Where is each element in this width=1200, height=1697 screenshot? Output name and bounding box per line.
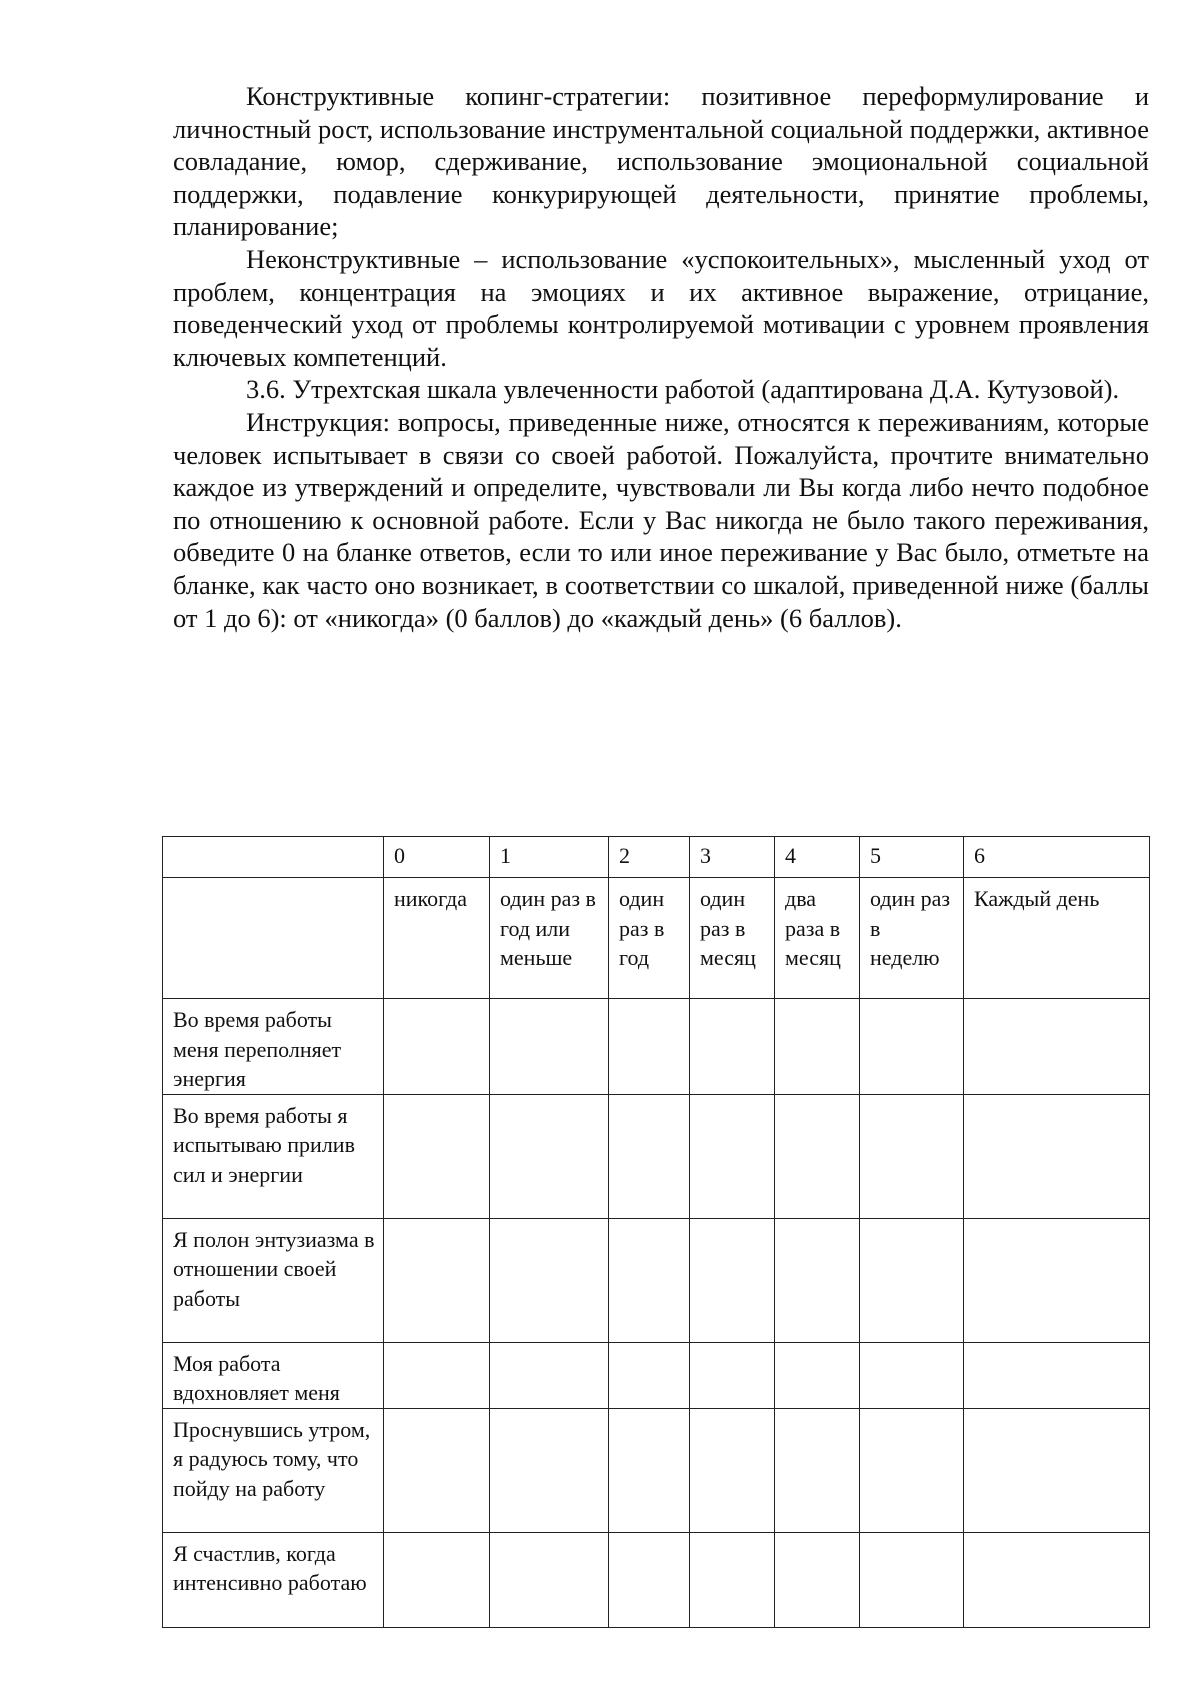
paragraph-nonconstructive-coping: Неконструктивные – использование «успокоительных», мысленный уход от проблем, концентрация на эмоциях и их активное выражение, отрицание, поведенческий уход от проблемы контролируемой мотивации с уровнем проявления ключевых компетенций. — [173, 243, 1149, 372]
answer-cell-3[interactable] — [690, 1342, 775, 1408]
paragraph-instruction: Инструкция: вопросы, приведенные ниже, относятся к переживаниям, которые человек испытывает в связи со своей работой. Пожалуйста, прочтите внимательно каждое из утверждений и определите, чувствовали ли Вы когда либо нечто подобное по отношению к основной работе. Если у Вас никогда не было такого переживания, обведите 0 на бланке ответов, если то или иное переживание у Вас было, отметьте на бланке, как часто оно возникает, в соответствии со шкалой, приведенной ниже (баллы от 1 до 6): от «никогда» (0 баллов) до «каждый день» (6 баллов). — [173, 406, 1149, 633]
frequency-label-1: один раз в год или меньше — [490, 878, 609, 999]
scale-cell-3: 3 — [690, 837, 775, 878]
answer-cell-3[interactable] — [690, 1094, 775, 1218]
header-corner-cell — [163, 837, 384, 878]
answer-cell-2[interactable] — [609, 1218, 690, 1342]
answer-cell-4[interactable] — [775, 1218, 860, 1342]
answer-cell-5[interactable] — [860, 1094, 964, 1218]
answer-cell-3[interactable] — [690, 999, 775, 1095]
scale-cell-2: 2 — [609, 837, 690, 878]
answer-cell-1[interactable] — [490, 999, 609, 1095]
frequency-label-0: никогда — [384, 878, 490, 999]
answer-cell-0[interactable] — [384, 1342, 490, 1408]
answer-cell-0[interactable] — [384, 1094, 490, 1218]
frequency-label-5: один раз в неделю — [860, 878, 964, 999]
answer-cell-2[interactable] — [609, 999, 690, 1095]
answer-cell-5[interactable] — [860, 1408, 964, 1532]
question-row — [163, 999, 1150, 1095]
question-row — [163, 1218, 1150, 1342]
answer-cell-2[interactable] — [609, 1532, 690, 1627]
answer-cell-1[interactable] — [490, 1218, 609, 1342]
answer-cell-2[interactable] — [609, 1408, 690, 1532]
answer-cell-0[interactable] — [384, 1218, 490, 1342]
answer-cell-5[interactable] — [860, 1342, 964, 1408]
answer-cell-5[interactable] — [860, 1532, 964, 1627]
body-text — [173, 80, 1149, 634]
answer-cell-4[interactable] — [775, 1532, 860, 1627]
frequency-label-2: один раз в год — [609, 878, 690, 999]
answer-cell-6[interactable] — [964, 1094, 1150, 1218]
frequency-corner-cell — [163, 878, 384, 999]
frequency-row — [163, 878, 1150, 999]
answer-cell-5[interactable] — [860, 999, 964, 1095]
frequency-label-6: Каждый день — [964, 878, 1150, 999]
question-text: Я полон энтузиазма в отношении своей работы — [163, 1218, 384, 1342]
scale-cell-6: 6 — [964, 837, 1150, 878]
answer-cell-1[interactable] — [490, 1408, 609, 1532]
question-text: Моя работа вдохновляет меня — [163, 1342, 384, 1408]
question-row — [163, 1342, 1150, 1408]
answer-cell-4[interactable] — [775, 1094, 860, 1218]
answer-cell-1[interactable] — [490, 1342, 609, 1408]
frequency-label-3: один раз в месяц — [690, 878, 775, 999]
answer-cell-0[interactable] — [384, 999, 490, 1095]
answer-cell-3[interactable] — [690, 1218, 775, 1342]
answer-cell-2[interactable] — [609, 1094, 690, 1218]
answer-cell-6[interactable] — [964, 1532, 1150, 1627]
scale-cell-5: 5 — [860, 837, 964, 878]
answer-form-table — [162, 836, 1150, 1628]
answer-cell-4[interactable] — [775, 1408, 860, 1532]
answer-cell-6[interactable] — [964, 1218, 1150, 1342]
question-text: Проснувшись утром, я радуюсь тому, что пойду на работу — [163, 1408, 384, 1532]
answer-cell-0[interactable] — [384, 1408, 490, 1532]
answer-cell-1[interactable] — [490, 1532, 609, 1627]
scale-cell-1: 1 — [490, 837, 609, 878]
question-text: Во время работы меня переполняет энергия — [163, 999, 384, 1095]
answer-cell-1[interactable] — [490, 1094, 609, 1218]
question-text: Я счастлив, когда интенсивно работаю — [163, 1532, 384, 1627]
scale-cell-0: 0 — [384, 837, 490, 878]
question-text: Во время работы я испытываю прилив сил и энергии — [163, 1094, 384, 1218]
answer-cell-6[interactable] — [964, 1342, 1150, 1408]
answer-cell-4[interactable] — [775, 999, 860, 1095]
scale-cell-4: 4 — [775, 837, 860, 878]
scale-row — [163, 837, 1150, 878]
answer-cell-0[interactable] — [384, 1532, 490, 1627]
answer-cell-6[interactable] — [964, 999, 1150, 1095]
frequency-label-4: два раза в месяц — [775, 878, 860, 999]
section-heading-utrecht-scale: 3.6. Утрехтская шкала увлеченности работой (адаптирована Д.А. Кутузовой). — [246, 374, 1120, 405]
answer-cell-3[interactable] — [690, 1408, 775, 1532]
answer-cell-4[interactable] — [775, 1342, 860, 1408]
answer-cell-2[interactable] — [609, 1342, 690, 1408]
answer-cell-6[interactable] — [964, 1408, 1150, 1532]
question-row — [163, 1408, 1150, 1532]
answer-cell-3[interactable] — [690, 1532, 775, 1627]
question-row — [163, 1532, 1150, 1627]
paragraph-constructive-coping: Конструктивные копинг-стратегии: позитивное переформулирование и личностный рост, использование инструментальной социальной поддержки, активное совладание, юмор, сдерживание, использование эмоциональной социальной поддержки, подавление конкурирующей деятельности, принятие проблемы, планирование; — [173, 81, 1149, 242]
answer-cell-5[interactable] — [860, 1218, 964, 1342]
question-row — [163, 1094, 1150, 1218]
